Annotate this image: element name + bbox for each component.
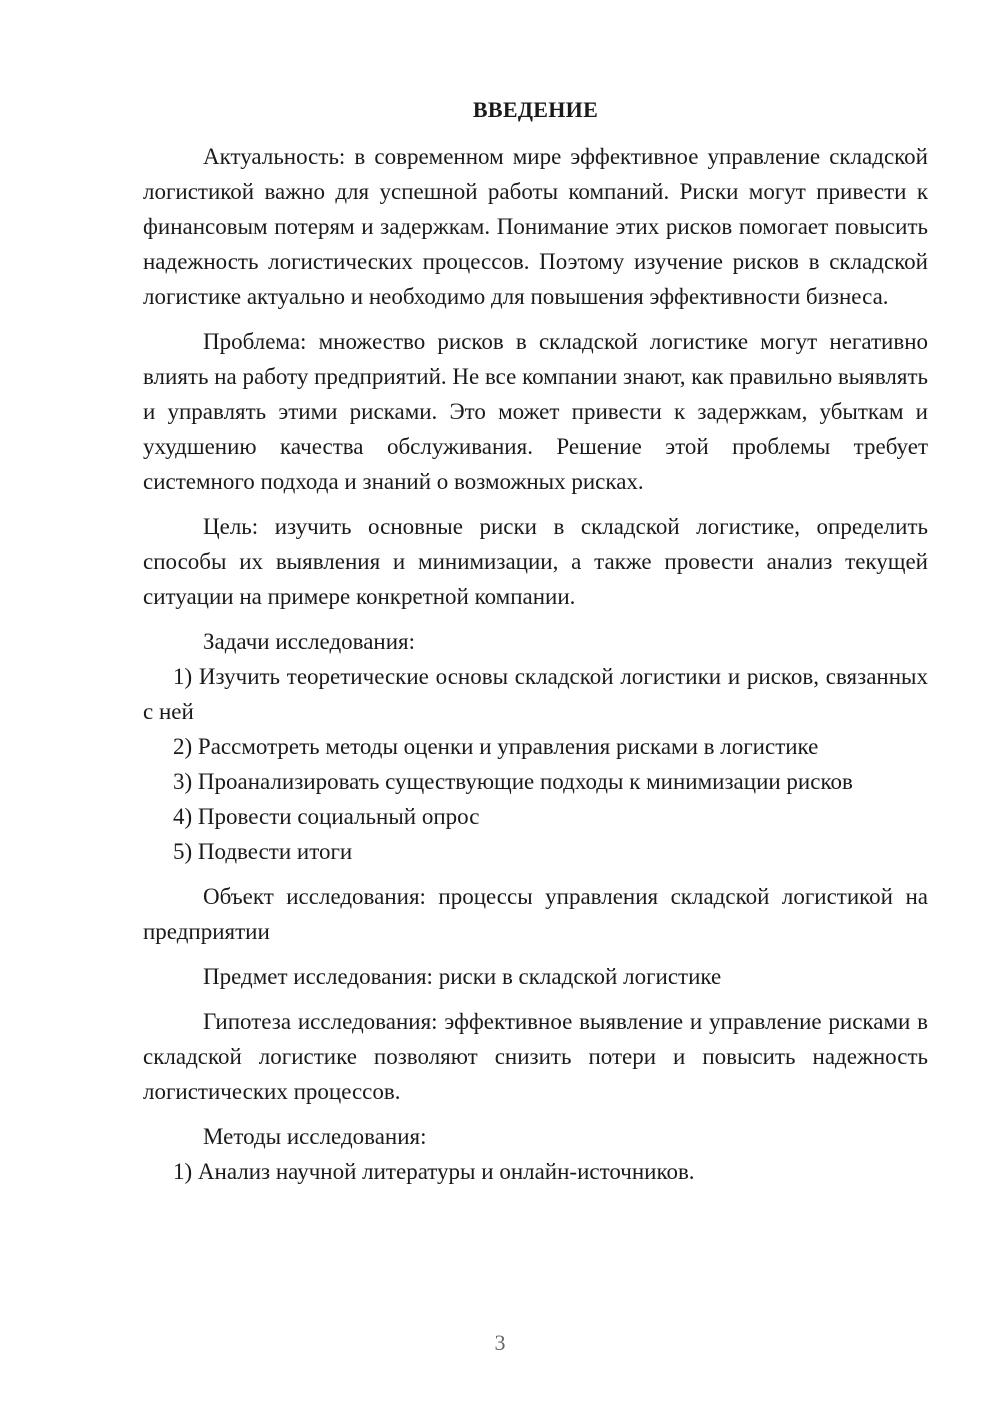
paragraph-goal: Цель: изучить основные риски в складской логистике, определить способы их выявления и минимизации, а также провести анализ текущей ситуации на примере конкретной компании. <box>143 514 928 609</box>
paragraph-hypothesis: Гипотеза исследования: эффективное выявление и управление рисками в складской логистике позволяют снизить потери и повысить надежность логистических процессов. <box>143 1009 928 1104</box>
task-item-3: 3) Проанализировать существующие подходы к минимизации рисков <box>173 769 853 794</box>
task-item-4: 4) Провести социальный опрос <box>173 804 480 829</box>
paragraph-problem: Проблема: множество рисков в складской логистике могут негативно влиять на работу предприятий. Не все компании знают, как правильно выявлять и управлять этими рисками. Это может привести к задержкам, убыткам и ухудшению качества обслуживания. Решение этой проблемы требует системного подхода и знаний о возможных рисках. <box>143 329 928 494</box>
task-item-2: 2) Рассмотреть методы оценки и управления рисками в логистике <box>173 734 819 759</box>
page-title: ВВЕДЕНИЕ <box>472 97 599 122</box>
paragraph-relevance: Актуальность: в современном мире эффективное управление складской логистикой важно для успешной работы компаний. Риски могут привести к финансовым потерям и задержкам. Понимание этих рисков помогает повысить надежность логистических процессов. Поэтому изучение рисков в складской логистике актуально и необходимо для повышения эффективности бизнеса. <box>143 144 928 309</box>
page-number: 3 <box>494 1330 506 1355</box>
paragraph-subject: Предмет исследования: риски в складской логистике <box>203 964 722 989</box>
method-item-1: 1) Анализ научной литературы и онлайн-источников. <box>173 1159 695 1184</box>
methods-heading: Методы исследования: <box>203 1124 427 1149</box>
paragraph-object: Объект исследования: процессы управления складской логистикой на предприятии <box>143 884 928 944</box>
tasks-heading: Задачи исследования: <box>203 629 416 654</box>
document-body <box>143 92 928 1189</box>
task-item-1: 1) Изучить теоретические основы складской логистики и рисков, связанных с ней <box>143 664 928 724</box>
task-item-5: 5) Подвести итоги <box>173 839 353 864</box>
